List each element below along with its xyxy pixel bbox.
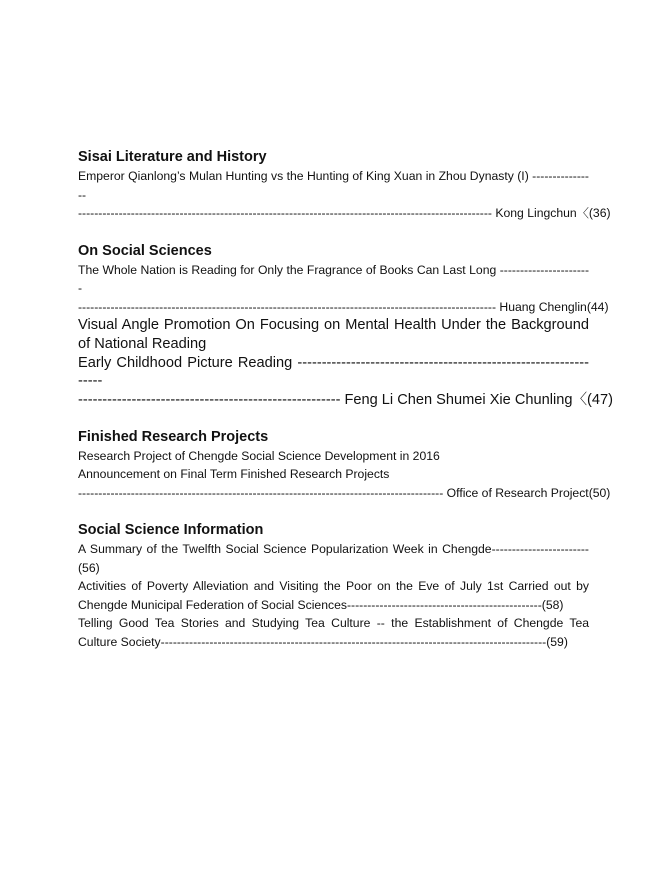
section-title: Social Science Information	[78, 522, 264, 539]
section-social-sciences	[78, 242, 614, 410]
table-of-contents	[78, 148, 614, 651]
author-page: Office of Research Project(50)	[443, 485, 611, 500]
toc-entry-whole-nation-reading[interactable]: The Whole Nation is Reading for Only the Fragrance of Books Can Last Long -----------------------	[78, 262, 589, 295]
toc-entry-author-line	[78, 391, 614, 410]
section-social-science-info	[78, 521, 589, 651]
leader-dashes: -------------------------------------------------------------------------------------------------------	[78, 299, 497, 314]
leader-dashes: ------------------------------------------------------------------------------------------	[78, 485, 444, 500]
toc-entry-popularization-week[interactable]: A Summary of the Twelfth Social Science Popularization Week in Chengde------------------------(56)	[78, 542, 589, 575]
toc-entry-author-line	[78, 484, 611, 503]
section-finished-research	[78, 428, 611, 503]
author-page: Kong Lingchun〈(36)	[491, 206, 611, 220]
section-title: Sisai Literature and History	[78, 149, 267, 165]
author-page: Feng Li Chen Shumei Xie Chunling〈(47)	[340, 392, 614, 409]
leader-dashes: ------------------------------------------------------------------------------------------------------	[78, 206, 492, 220]
toc-entry-mulan-hunting[interactable]: Emperor Qianlong’s Mulan Hunting vs the Hunting of King Xuan in Zhou Dynasty (I) ----------------	[78, 169, 589, 202]
section-spacer	[78, 502, 589, 521]
section-title: Finished Research Projects	[78, 428, 269, 445]
section-spacer	[78, 223, 589, 242]
section-spacer	[78, 410, 589, 428]
toc-entry-early-childhood[interactable]: Early Childhood Picture Reading -----------------------------------------------------------------	[78, 354, 589, 390]
toc-entry-tea-culture[interactable]: Telling Good Tea Stories and Studying Tea Culture -- the Establishment of Chengde Tea Culture Society-----------------------------------------------------------------------------------------------(59)	[78, 616, 589, 649]
toc-entry-author-line	[78, 204, 611, 223]
toc-entry-research-project[interactable]: Research Project of Chengde Social Science Development in 2016	[78, 448, 440, 463]
section-title: On Social Sciences	[78, 242, 212, 259]
author-page: Huang Chenglin(44)	[496, 299, 609, 314]
toc-entry-poverty-alleviation[interactable]: Activities of Poverty Alleviation and Visiting the Poor on the Eve of July 1st Carried out by Chengde Municipal Federation of Social Sciences------------------------------------------------(58)	[78, 579, 589, 612]
leader-dashes: ------------------------------------------------------	[78, 392, 341, 409]
toc-entry-author-line	[78, 298, 609, 317]
section-sisai-literature	[78, 148, 611, 223]
toc-entry-visual-angle[interactable]: Visual Angle Promotion On Focusing on Mental Health Under the Background of National Reading	[78, 317, 589, 352]
toc-entry-announcement[interactable]: Announcement on Final Term Finished Research Projects	[78, 467, 390, 482]
